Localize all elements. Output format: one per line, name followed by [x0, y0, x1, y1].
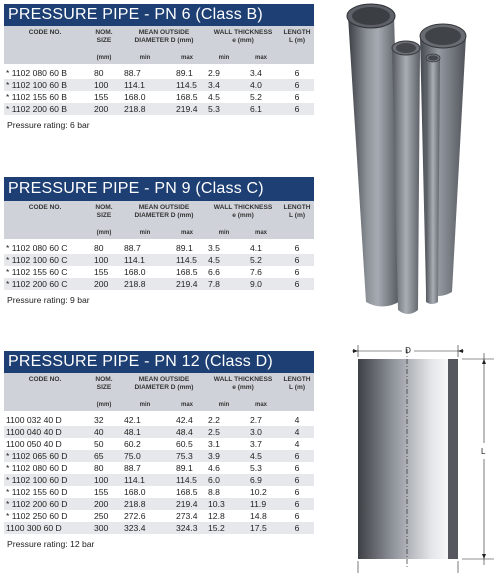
cell-size: 155 — [94, 92, 109, 102]
cell-size: 100 — [86, 254, 122, 266]
cell-length: 4 — [294, 415, 300, 425]
cell-size: 80 — [94, 463, 104, 473]
table-subheader-row — [4, 401, 314, 411]
cell-size: 32 — [94, 415, 104, 425]
cell-size: 300 — [86, 522, 122, 534]
cell-wall-max: 4.1 — [250, 243, 262, 253]
cell-diameter-max: 42.4 — [176, 415, 193, 425]
cell-diameter-min: 218.8 — [122, 498, 168, 510]
subheader-min: min — [206, 229, 242, 239]
cell-size: 100 — [86, 474, 122, 486]
cell-code: * 1102 080 60 B — [6, 68, 68, 78]
subheader-max: max — [242, 54, 280, 64]
cell-code: 1100 032 40 D — [6, 415, 62, 425]
cell-wall-min: 2.5 — [206, 426, 242, 438]
cell-diameter-min: 168.0 — [124, 92, 146, 102]
cell-diameter-min: 272.6 — [124, 511, 146, 521]
cell-diameter-min: 218.8 — [122, 103, 168, 115]
cell-wall-min: 4.5 — [208, 92, 220, 102]
subheader-unit: (mm) — [86, 229, 122, 239]
cell-diameter-max: 114.5 — [168, 79, 206, 91]
cell-size: 200 — [86, 498, 122, 510]
cell-size: 250 — [94, 511, 109, 521]
table-row — [4, 64, 314, 79]
cell-length: 6 — [280, 278, 314, 290]
cell-size: 200 — [86, 278, 122, 290]
cell-size: 40 — [86, 426, 122, 438]
cell-diameter-max: 168.5 — [176, 92, 198, 102]
table-title-banner: PRESSURE PIPE - PN 9 (Class C) — [4, 177, 314, 201]
subheader-min: min — [122, 229, 168, 239]
cell-length: 6 — [280, 254, 314, 266]
subheader-min: min — [122, 401, 168, 411]
cell-code: * 1102 100 60 C — [4, 254, 86, 266]
cell-size: 80 — [94, 68, 104, 78]
cell-code: * 1102 155 60 D — [6, 487, 68, 497]
cell-length: 6 — [294, 92, 300, 102]
cell-wall-max: 3.7 — [250, 439, 262, 449]
cell-length: 6 — [280, 79, 314, 91]
cell-wall-max: 10.2 — [250, 487, 267, 497]
cell-diameter-min: 168.0 — [124, 487, 146, 497]
cell-wall-max: 5.2 — [242, 254, 280, 266]
table-row — [4, 450, 314, 462]
cell-diameter-min: 114.1 — [122, 79, 168, 91]
cell-code: * 1102 080 60 C — [6, 243, 68, 253]
cell-diameter-min: 75.0 — [122, 450, 168, 462]
cell-wall-min: 6.0 — [206, 474, 242, 486]
subheader-unit: (mm) — [86, 54, 122, 64]
subheader-max: max — [168, 401, 206, 411]
cell-size: 200 — [86, 103, 122, 115]
cell-code: * 1102 200 60 B — [4, 103, 86, 115]
cell-diameter-min: 168.0 — [124, 267, 146, 277]
cell-size: 50 — [94, 439, 104, 449]
cell-diameter-min: 42.1 — [124, 415, 141, 425]
cell-wall-max: 11.9 — [242, 498, 280, 510]
cell-length: 6 — [280, 450, 314, 462]
cell-length: 6 — [294, 511, 300, 521]
cell-size: 80 — [94, 243, 104, 253]
table-row — [4, 411, 314, 426]
cell-wall-min: 5.3 — [206, 103, 242, 115]
cell-length: 6 — [280, 474, 314, 486]
cell-wall-min: 10.3 — [206, 498, 242, 510]
subheader-unit: (mm) — [86, 401, 122, 411]
table-row — [4, 239, 314, 254]
cell-diameter-max: 89.1 — [176, 243, 193, 253]
header-code: CODE NO. — [4, 201, 86, 229]
cell-wall-min: 4.6 — [208, 463, 220, 473]
cell-code: * 1102 155 60 B — [6, 92, 68, 102]
table-title-banner: PRESSURE PIPE - PN 12 (Class D) — [4, 351, 314, 373]
table-row — [4, 266, 314, 278]
cell-wall-min: 12.8 — [208, 511, 225, 521]
cell-wall-min: 3.1 — [208, 439, 220, 449]
cell-wall-max: 6.9 — [242, 474, 280, 486]
pipe-spec-table — [4, 26, 314, 115]
subheader-max: max — [242, 229, 280, 239]
cell-diameter-max: 219.4 — [168, 103, 206, 115]
cell-diameter-min: 114.1 — [122, 254, 168, 266]
cell-code: * 1102 100 60 B — [4, 79, 86, 91]
header-diameter: MEAN OUTSIDE DIAMETER D (mm) — [122, 26, 206, 54]
cell-wall-max: 9.0 — [242, 278, 280, 290]
diagram-pipe-wall — [448, 359, 458, 559]
table-row — [4, 254, 314, 266]
table-header-row — [4, 201, 314, 229]
cell-wall-min: 15.2 — [206, 522, 242, 534]
pressure-rating-note: Pressure rating: 9 bar — [7, 295, 90, 305]
cell-wall-min: 2.9 — [208, 68, 220, 78]
cell-length: 4 — [280, 426, 314, 438]
cell-code: * 1102 065 60 D — [4, 450, 86, 462]
cell-length: 4 — [294, 439, 300, 449]
subheader-min: min — [206, 401, 242, 411]
cell-wall-max: 6.1 — [242, 103, 280, 115]
cell-size: 155 — [94, 487, 109, 497]
table-row — [4, 278, 314, 290]
table-row — [4, 462, 314, 474]
pressure-rating-note: Pressure rating: 6 bar — [7, 120, 90, 130]
cell-wall-min: 7.8 — [206, 278, 242, 290]
header-diameter: MEAN OUTSIDE DIAMETER D (mm) — [122, 201, 206, 229]
cell-diameter-max: 273.4 — [176, 511, 198, 521]
cell-diameter-min: 114.1 — [122, 474, 168, 486]
cell-diameter-max: 114.5 — [168, 254, 206, 266]
header-code: CODE NO. — [4, 26, 86, 54]
cell-code: * 1102 100 60 D — [4, 474, 86, 486]
table-row — [4, 103, 314, 115]
cell-diameter-max: 114.5 — [168, 474, 206, 486]
diagram-l-label: L — [481, 447, 486, 456]
cell-code: 1100 040 40 D — [4, 426, 86, 438]
cell-diameter-min: 88.7 — [124, 68, 141, 78]
cell-wall-max: 4.0 — [242, 79, 280, 91]
cell-diameter-max: 168.5 — [176, 267, 198, 277]
header-size: NOM. SIZE — [86, 26, 122, 54]
cell-size: 100 — [86, 79, 122, 91]
cell-wall-min: 4.5 — [206, 254, 242, 266]
cell-wall-min: 2.2 — [208, 415, 220, 425]
cell-code: * 1102 250 60 D — [6, 511, 68, 521]
table-subheader-row — [4, 54, 314, 64]
table-row — [4, 522, 314, 534]
cell-diameter-min: 88.7 — [124, 243, 141, 253]
diagram-d-label: D — [405, 346, 411, 355]
cell-diameter-min: 323.4 — [122, 522, 168, 534]
subheader-min: min — [122, 54, 168, 64]
pipe-spec-table — [4, 373, 314, 534]
cell-diameter-min: 88.7 — [124, 463, 141, 473]
cell-size: 65 — [86, 450, 122, 462]
cell-code: * 1102 155 60 C — [6, 267, 68, 277]
cell-code: 1100 300 60 D — [4, 522, 86, 534]
cell-wall-max: 3.4 — [250, 68, 262, 78]
pipe-dimension-diagram — [330, 337, 497, 578]
table-header-row — [4, 373, 314, 401]
cell-diameter-min: 218.8 — [122, 278, 168, 290]
cell-wall-max: 4.5 — [242, 450, 280, 462]
cell-diameter-max: 48.4 — [168, 426, 206, 438]
cell-code: * 1102 080 60 D — [6, 463, 68, 473]
cell-wall-max: 3.0 — [242, 426, 280, 438]
table-row — [4, 426, 314, 438]
cell-wall-max: 7.6 — [250, 267, 262, 277]
cell-diameter-min: 60.2 — [124, 439, 141, 449]
table-row — [4, 510, 314, 522]
header-wall: WALL THICKNESS e (mm) — [206, 201, 280, 229]
cell-wall-min: 3.5 — [208, 243, 220, 253]
cell-code: * 1102 200 60 D — [4, 498, 86, 510]
table-row — [4, 474, 314, 486]
cell-wall-min: 3.4 — [206, 79, 242, 91]
cell-diameter-max: 89.1 — [176, 463, 193, 473]
subheader-max: max — [242, 401, 280, 411]
cell-wall-min: 8.8 — [208, 487, 220, 497]
cell-length: 6 — [280, 498, 314, 510]
cell-wall-min: 3.9 — [206, 450, 242, 462]
subheader-max: max — [168, 229, 206, 239]
table-row — [4, 498, 314, 510]
subheader-max: max — [168, 54, 206, 64]
cell-code: 1100 050 40 D — [6, 439, 62, 449]
header-length: LENGTH L (m) — [280, 26, 314, 54]
pn12-section — [4, 351, 314, 549]
header-diameter: MEAN OUTSIDE DIAMETER D (mm) — [122, 373, 206, 401]
cell-diameter-max: 219.4 — [168, 498, 206, 510]
cell-wall-max: 5.2 — [250, 92, 262, 102]
header-wall: WALL THICKNESS e (mm) — [206, 26, 280, 54]
cell-length: 6 — [294, 487, 300, 497]
table-header-row — [4, 26, 314, 54]
header-wall: WALL THICKNESS e (mm) — [206, 373, 280, 401]
pn9-section — [4, 177, 314, 305]
table-row — [4, 486, 314, 498]
pipe-spec-table — [4, 201, 314, 290]
cell-diameter-max: 324.3 — [168, 522, 206, 534]
cell-length: 6 — [294, 68, 300, 78]
header-size: NOM. SIZE — [86, 201, 122, 229]
header-code: CODE NO. — [4, 373, 86, 401]
pipe-small — [426, 58, 440, 304]
cell-wall-max: 5.3 — [250, 463, 262, 473]
cell-length: 6 — [280, 103, 314, 115]
cell-length: 6 — [294, 267, 300, 277]
cell-wall-max: 2.7 — [250, 415, 262, 425]
cell-length: 6 — [294, 463, 300, 473]
table-title-banner: PRESSURE PIPE - PN 6 (Class B) — [4, 4, 314, 26]
cell-diameter-max: 60.5 — [176, 439, 193, 449]
table-row — [4, 438, 314, 450]
cell-diameter-max: 75.3 — [168, 450, 206, 462]
subheader-min: min — [206, 54, 242, 64]
cell-diameter-min: 48.1 — [122, 426, 168, 438]
header-size: NOM. SIZE — [86, 373, 122, 401]
cell-wall-max: 17.5 — [242, 522, 280, 534]
pipes-photo-image — [334, 0, 497, 320]
pressure-rating-note: Pressure rating: 12 bar — [7, 539, 95, 549]
cell-size: 155 — [94, 267, 109, 277]
pn6-section — [4, 4, 314, 130]
cell-diameter-max: 168.5 — [176, 487, 198, 497]
header-length: LENGTH L (m) — [280, 373, 314, 401]
cell-diameter-max: 89.1 — [176, 68, 193, 78]
cell-wall-max: 14.8 — [250, 511, 267, 521]
cell-wall-min: 6.6 — [208, 267, 220, 277]
table-row — [4, 91, 314, 103]
table-subheader-row — [4, 229, 314, 239]
header-length: LENGTH L (m) — [280, 201, 314, 229]
cell-diameter-max: 219.4 — [168, 278, 206, 290]
cell-code: * 1102 200 60 C — [4, 278, 86, 290]
table-row — [4, 79, 314, 91]
cell-length: 6 — [294, 243, 300, 253]
cell-length: 6 — [280, 522, 314, 534]
